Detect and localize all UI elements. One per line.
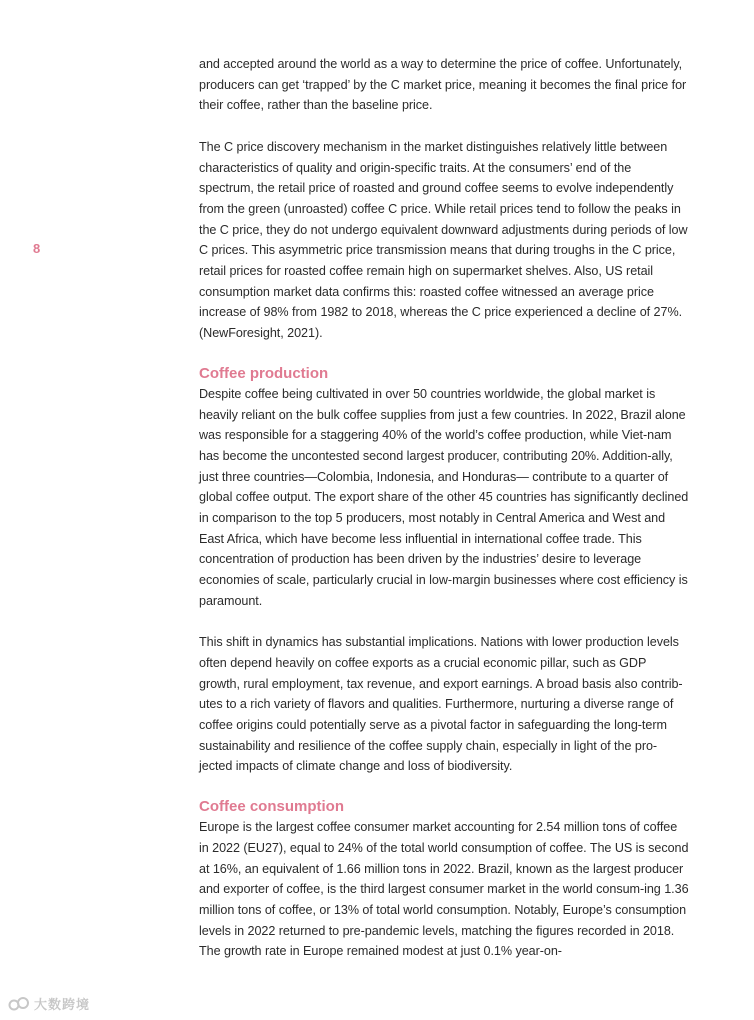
section-heading-consumption: Coffee consumption xyxy=(199,798,344,816)
document-body xyxy=(199,54,689,962)
paragraph-production-1: Despite coffee being cultivated in over 50 countries worldwide, the global market is heavily reliant on the bulk coffee supplies from just a few countries. In 2022, Brazil alone was responsible for a staggering 40% of the world’s coffee production, while Viet-nam has become the uncontested second largest producer, contributing 20%. Addition-ally, just three countries—Colombia, Indonesia, and Honduras— contribute to a quarter of global coffee output. The export share of the other 45 countries has significantly declined in comparison to the top 5 producers, most notably in Central America and West and East Africa, which have become less influential in international coffee trade. This concentration of production has been driven by the industries’ desire to leverage economies of scale, particularly crucial in low-margin businesses where cost efficiency is paramount. xyxy=(199,386,689,608)
watermark-text: 大数跨境 xyxy=(34,997,91,1012)
paragraph-production-2: This shift in dynamics has substantial implications. Nations with lower production levels often depend heavily on coffee exports as a crucial economic pillar, such as GDP growth, rural employment, tax revenue, and export earnings. A broad basis also contrib-utes to a rich variety of flavors and qualities. Furthermore, nurturing a diverse range of coffee origins could potentially serve as a pivotal factor in safeguarding the long-term sustainability and resilience of the coffee supply chain, especially in light of the pro-jected impacts of climate change and loss of biodiversity. xyxy=(199,635,683,774)
section-heading-production: Coffee production xyxy=(199,364,329,382)
page-number: 8 xyxy=(33,241,41,256)
brand-logo-icon xyxy=(8,996,30,1012)
paragraph-intro-2: The C price discovery mechanism in the market distinguishes relatively little between characteristics of quality and origin-specific traits. At the consumers’ end of the spectrum, the retail price of roasted and ground coffee seems to evolve independently from the green (unroasted) coffee C price. While retail prices tend to follow the peaks in the C price, they do not undergo equivalent downward adjustments during periods of low C prices. This asymmetric price transmission means that during troughs in the C price, retail prices for roasted coffee remain high on supermarket shelves. Also, US retail consumption market data confirms this: roasted coffee witnessed an average price increase of 98% from 1982 to 2018, whereas the C price experienced a decline of 27%. (NewForesight, 2021). xyxy=(199,139,688,341)
paragraph-consumption-1: Europe is the largest coffee consumer market accounting for 2.54 million tons of coffee in 2022 (EU27), equal to 24% of the total world consumption of coffee. The US is second at 16%, an equivalent of 1.66 million tons in 2022. Brazil, known as the largest producer and exporter of coffee, is the third largest consumer market in the world consum-ing 1.36 million tons of coffee, or 13% of total world consumption. Notably, Europe’s consumption levels in 2022 returned to pre-pandemic levels, matching the figures recorded in 2018. The growth rate in Europe remained modest at just 0.1% year-on- xyxy=(199,820,689,959)
watermark xyxy=(8,994,90,1013)
paragraph-intro-1: and accepted around the world as a way to determine the price of coffee. Unfortunately, producers can get ‘trapped’ by the C market price, meaning it becomes the final price for their coffee, rather than the baseline price. xyxy=(199,57,687,113)
